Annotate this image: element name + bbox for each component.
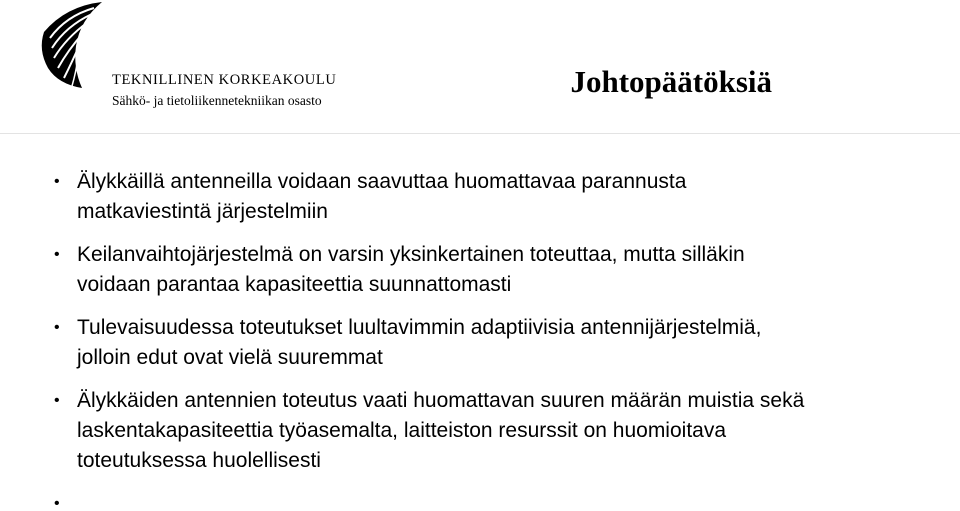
bullet-text-line: Älykkäiden antennien toteutus vaati huomattavan suuren määrän muistia sekä [77, 389, 805, 412]
bullet-dot-icon: • [54, 392, 60, 409]
bullet-item [0, 313, 860, 373]
bullet-item [0, 386, 860, 476]
university-logo-icon [36, 2, 106, 88]
bullet-text-line: matkaviestintä järjestelmiin [77, 200, 328, 223]
bullet-item [0, 167, 860, 227]
bullet-dot-icon: • [54, 246, 60, 263]
bullet-dot-icon: • [54, 495, 60, 511]
organization-department: Sähkö- ja tietoliikennetekniikan osasto [112, 93, 322, 108]
bullet-dot-icon: • [54, 319, 60, 336]
bullet-text-line: toteutuksessa huolellisesti [77, 449, 321, 472]
header-divider [0, 133, 960, 134]
bullet-text-line: jolloin edut ovat vielä suuremmat [77, 346, 383, 369]
bullet-text-line: Älykkäillä antenneilla voidaan saavuttaa huomattavaa parannusta [77, 170, 687, 193]
bullet-list [0, 167, 960, 511]
slide-title: Johtopäätöksiä [570, 64, 772, 99]
bullet-text-line: laskentakapasiteettia työasemalta, laitteiston resurssit on huomioitava [77, 419, 727, 442]
bullet-dot-icon: • [54, 173, 60, 190]
empty-bullet-item [0, 489, 860, 511]
bullet-text-line: voidaan parantaa kapasiteettia suunnattomasti [77, 273, 512, 296]
organization-name: TEKNILLINEN KORKEAKOULU [112, 72, 337, 88]
bullet-item [0, 240, 860, 300]
bullet-text-line: Tulevaisuudessa toteutukset luultavimmin adaptiivisia antennijärjestelmiä, [77, 316, 762, 339]
bullet-text-line: Keilanvaihtojärjestelmä on varsin yksinkertainen toteuttaa, mutta silläkin [77, 243, 745, 266]
